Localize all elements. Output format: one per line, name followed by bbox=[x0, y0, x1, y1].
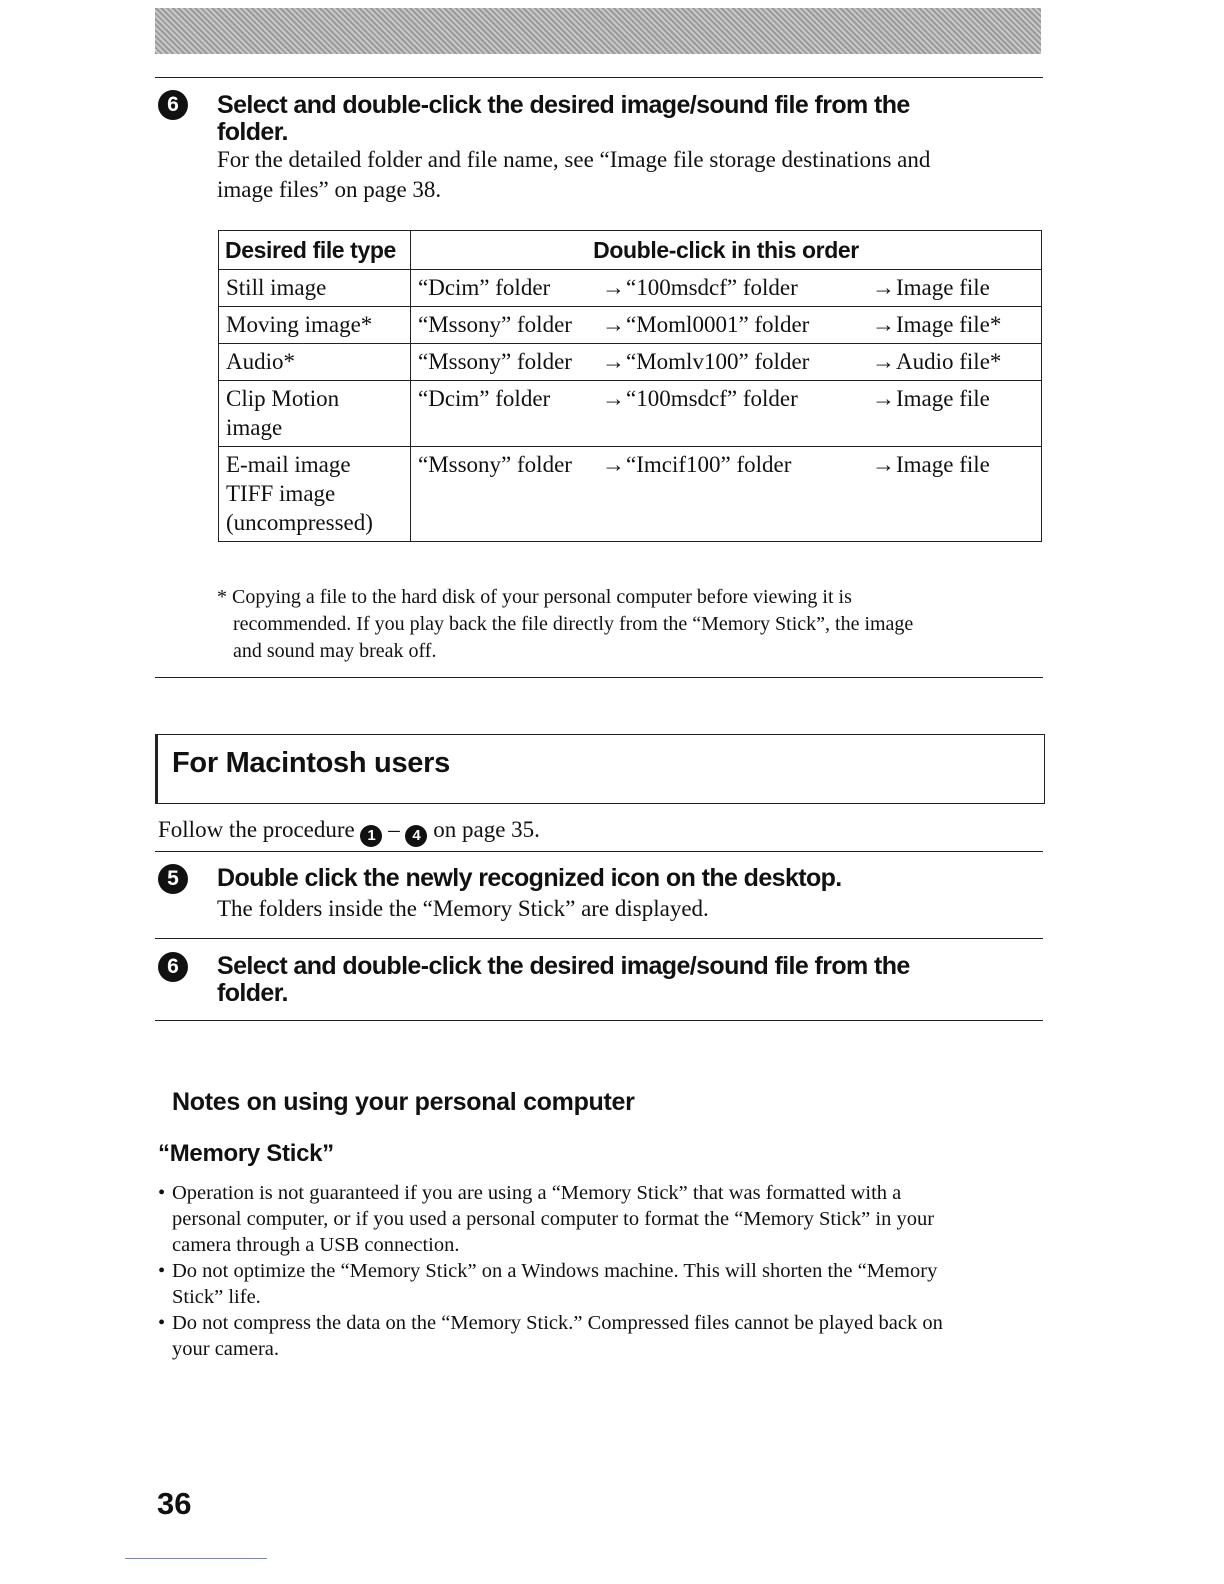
footnote bbox=[217, 584, 1037, 665]
column-header: Desired file type bbox=[219, 231, 411, 270]
notes-list bbox=[158, 1180, 1038, 1362]
step-title bbox=[217, 953, 910, 1007]
table-row bbox=[219, 344, 1042, 381]
divider bbox=[155, 938, 1043, 939]
arrow-right-icon: → bbox=[602, 386, 625, 411]
list-item-line: • Do not compress the data on the “Memory Stick.” Compressed files cannot be played back on bbox=[172, 1312, 943, 1334]
arrow-right-icon: → bbox=[872, 452, 895, 477]
list-item-line: • Do not optimize the “Memory Stick” on a Windows machine. This will shorten the “Memory bbox=[172, 1260, 938, 1282]
step-number-badge: 5 bbox=[158, 864, 188, 894]
file-type-cell bbox=[219, 344, 411, 381]
cell-text: (uncompressed) bbox=[226, 510, 373, 535]
order-cell bbox=[411, 344, 1042, 381]
arrow-right-icon: → bbox=[872, 386, 895, 411]
arrow-right-icon: → bbox=[602, 452, 625, 477]
footnote-line: and sound may break off. bbox=[233, 640, 437, 662]
file-name: Image file bbox=[896, 275, 990, 300]
cell-text: Moving image* bbox=[226, 312, 373, 337]
arrow-right-icon: → bbox=[602, 275, 625, 300]
cell-text: image bbox=[226, 415, 283, 440]
table-row bbox=[219, 381, 1042, 447]
header-bar bbox=[155, 8, 1041, 54]
notes-heading: Notes on using your personal computer bbox=[172, 1088, 635, 1116]
order-cell bbox=[411, 307, 1042, 344]
cell-text: Still image bbox=[226, 275, 327, 300]
list-item bbox=[158, 1310, 1038, 1362]
file-type-cell bbox=[219, 447, 411, 542]
arrow-right-icon: → bbox=[602, 312, 625, 337]
table-row bbox=[219, 270, 1042, 307]
folder-name: “Dcim” folder bbox=[418, 386, 551, 411]
list-item-line: • Operation is not guaranteed if you are using a “Memory Stick” that was formatted with a bbox=[172, 1182, 902, 1204]
arrow-right-icon: → bbox=[602, 349, 625, 374]
arrow-right-icon: → bbox=[872, 349, 895, 374]
folder-name: “Momlv100” folder bbox=[626, 349, 810, 374]
divider bbox=[155, 77, 1043, 78]
cell-text: Clip Motion bbox=[226, 386, 340, 411]
file-type-cell bbox=[219, 381, 411, 447]
order-cell bbox=[411, 381, 1042, 447]
reference-text: – bbox=[388, 817, 400, 842]
section-title-box bbox=[155, 734, 1045, 804]
divider bbox=[155, 677, 1043, 678]
list-item-line: camera through a USB connection. bbox=[172, 1234, 460, 1256]
description-line: image files” on page 38. bbox=[217, 177, 442, 202]
file-name: Image file* bbox=[896, 312, 1002, 337]
section-title: For Macintosh users bbox=[172, 747, 450, 779]
list-item bbox=[158, 1180, 1038, 1258]
folder-name: “100msdcf” folder bbox=[626, 275, 798, 300]
table-header-row bbox=[219, 231, 1042, 270]
page-number: 36 bbox=[157, 1486, 192, 1521]
arrow-right-icon: → bbox=[872, 312, 895, 337]
cell-text: TIFF image bbox=[226, 481, 336, 506]
folder-name: “Dcim” folder bbox=[418, 275, 551, 300]
step-number-badge: 1 bbox=[360, 825, 382, 847]
step-title-line: Select and double-click the desired image/sound file from the bbox=[217, 952, 910, 980]
file-type-cell bbox=[219, 270, 411, 307]
list-item-line: your camera. bbox=[172, 1338, 279, 1360]
cell-text: Audio* bbox=[226, 349, 295, 374]
step-number-badge: 6 bbox=[158, 952, 188, 982]
step-title: Double click the newly recognized icon on the desktop. bbox=[217, 864, 842, 892]
file-type-table bbox=[218, 230, 1042, 542]
folder-name: “Mssony” folder bbox=[418, 452, 572, 477]
procedure-reference bbox=[158, 815, 540, 847]
cell-text: E-mail image bbox=[226, 452, 351, 477]
step-description: The folders inside the “Memory Stick” are displayed. bbox=[217, 896, 709, 921]
footnote-line: * Copying a file to the hard disk of your personal computer before viewing it is bbox=[217, 586, 852, 608]
file-name: Image file bbox=[896, 452, 990, 477]
divider bbox=[125, 1558, 267, 1559]
folder-name: “Imcif100” folder bbox=[626, 452, 792, 477]
folder-name: “100msdcf” folder bbox=[626, 386, 798, 411]
table-row bbox=[219, 307, 1042, 344]
folder-name: “Moml0001” folder bbox=[626, 312, 810, 337]
reference-text: Follow the procedure bbox=[158, 817, 355, 842]
folder-name: “Mssony” folder bbox=[418, 349, 572, 374]
step-title-line: Select and double-click the desired image/sound file from the bbox=[217, 91, 910, 119]
file-name: Image file bbox=[896, 386, 990, 411]
notes-subheading: “Memory Stick” bbox=[158, 1140, 334, 1167]
description-line: For the detailed folder and file name, see “Image file storage destinations and bbox=[217, 147, 931, 172]
reference-text: on page 35. bbox=[433, 817, 540, 842]
list-item bbox=[158, 1258, 1038, 1310]
divider bbox=[155, 851, 1043, 852]
step-title-line: folder. bbox=[217, 979, 288, 1007]
step-title bbox=[217, 92, 910, 146]
table-row bbox=[219, 447, 1042, 542]
footnote-line: recommended. If you play back the file directly from the “Memory Stick”, the image bbox=[233, 613, 914, 635]
step-number-badge: 4 bbox=[405, 825, 427, 847]
divider bbox=[155, 1020, 1043, 1021]
step-description bbox=[217, 145, 930, 205]
step-number-badge: 6 bbox=[158, 90, 188, 120]
folder-name: “Mssony” folder bbox=[418, 312, 572, 337]
list-item-line: personal computer, or if you used a personal computer to format the “Memory Stick” in your bbox=[172, 1208, 935, 1230]
file-name: Audio file* bbox=[896, 349, 1002, 374]
arrow-right-icon: → bbox=[872, 275, 895, 300]
step-title-line: folder. bbox=[217, 118, 288, 146]
order-cell bbox=[411, 270, 1042, 307]
column-header: Double-click in this order bbox=[411, 231, 1042, 270]
list-item-line: Stick” life. bbox=[172, 1286, 261, 1308]
file-type-cell bbox=[219, 307, 411, 344]
order-cell bbox=[411, 447, 1042, 542]
